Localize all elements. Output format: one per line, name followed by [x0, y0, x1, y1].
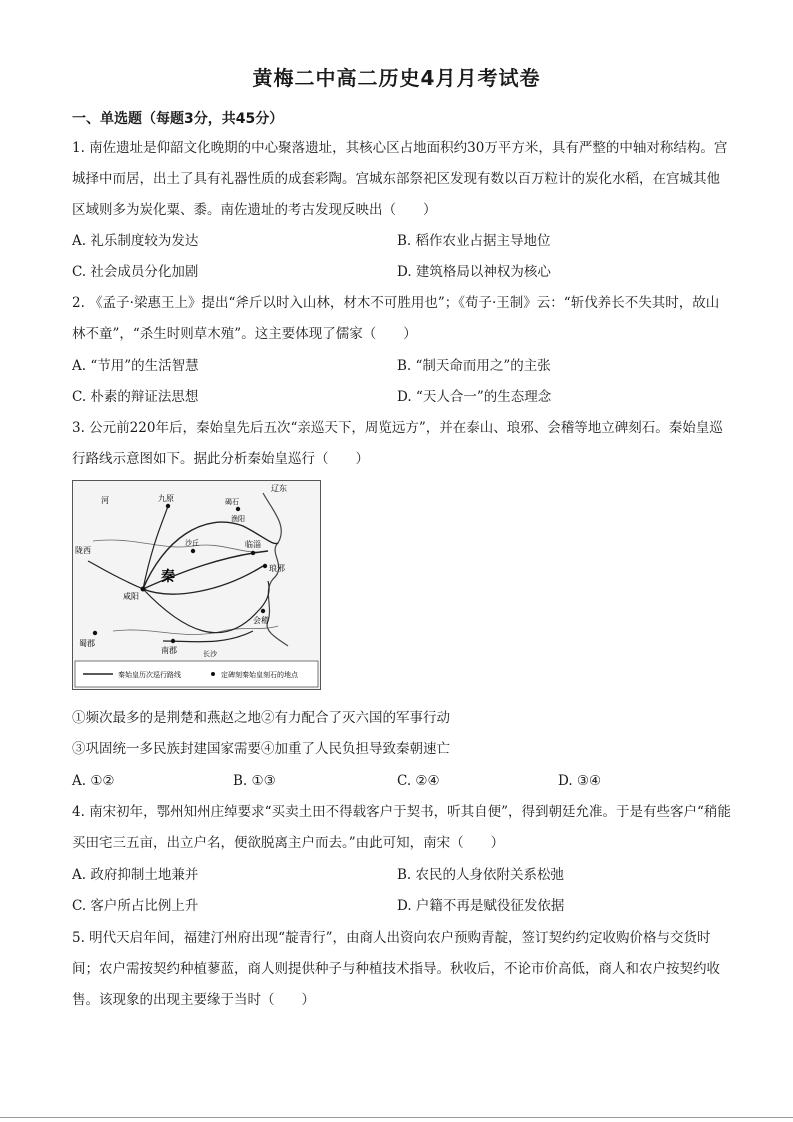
q3-option-a[interactable]: A. ①② — [72, 773, 115, 789]
map-label: 沙丘 — [185, 539, 199, 547]
map-label: 秦 — [161, 569, 175, 585]
q1-option-d[interactable]: D. 建筑格局以神权为核心 — [397, 264, 551, 280]
map-label: 南郡 — [161, 646, 177, 655]
question-2-stem: 2. 《孟子·梁惠王上》提出“斧斤以时入山林，材木不可胜用也”；《荀子·王制》云：“斩伐养长不失其时，故山林不童”，“杀生时则草木殖”。这主要体现了儒家（ ） — [72, 295, 720, 342]
question-4-stem: 4. 南宋初年，鄂州知州庄绰要求“买卖土田不得载客户于契书，听其自便”，得到朝廷允准。于是有些客户“稍能买田宅三五亩，出立户名，便欲脱离主户而去。”由此可知，南宋（ ） — [72, 804, 731, 851]
map-label: 咸阳 — [123, 592, 139, 601]
q4-option-c[interactable]: C. 客户所占比例上升 — [72, 898, 199, 914]
page-bottom-rule — [0, 1117, 793, 1118]
question-5-stem: 5. 明代天启年间，福建汀州府出现“靛青行”，由商人出资向农户预购青靛，签订契约约定收购价格与交货时间；农户需按契约种植蓼蓝，商人则提供种子与种植技术指导。秋收后，不论市价高低，商人和农户按契约收售。该现象的出现主要缘于当时（ ） — [72, 930, 720, 1008]
legend-site-label: 定碑刻秦始皇刻石的地点 — [221, 671, 298, 679]
q4-option-a[interactable]: A. 政府抑制土地兼并 — [72, 867, 199, 883]
map-label: 渔阳 — [231, 515, 245, 523]
q3-option-b[interactable]: B. ①③ — [233, 773, 276, 789]
site-dot — [251, 551, 255, 555]
site-dot — [166, 504, 170, 508]
map-label: 碣石 — [225, 498, 239, 506]
map-label: 长沙 — [203, 650, 217, 658]
q3-statement-2: ③巩固统一多民族封建国家需要④加重了人民负担导致秦朝速亡 — [72, 741, 450, 757]
site-dot — [261, 609, 265, 613]
q2-option-c[interactable]: C. 朴素的辩证法思想 — [72, 389, 199, 405]
q3-statement-1: ①频次最多的是荆楚和燕赵之地②有力配合了灭六国的军事行动 — [72, 710, 450, 726]
q3-option-c[interactable]: C. ②④ — [397, 773, 440, 789]
site-dot — [93, 631, 97, 635]
q1-option-a[interactable]: A. 礼乐制度较为发达 — [72, 233, 199, 249]
site-dot — [191, 549, 195, 553]
q2-option-a[interactable]: A. “节用”的生活智慧 — [72, 358, 199, 374]
site-dot — [263, 564, 267, 568]
q4-option-b[interactable]: B. 农民的人身依附关系松弛 — [397, 867, 565, 883]
map-label: 九原 — [158, 494, 174, 503]
map-label: 蜀郡 — [79, 639, 95, 648]
qin-tour-route-map — [72, 480, 321, 690]
q1-option-b[interactable]: B. 稻作农业占据主导地位 — [397, 233, 551, 249]
page-title: 黄梅二中高二历史4月月考试卷 — [252, 66, 541, 90]
map-svg — [73, 481, 320, 689]
q1-option-c[interactable]: C. 社会成员分化加剧 — [72, 264, 199, 280]
question-3-stem: 3. 公元前220年后，秦始皇先后五次“亲巡天下，周览远方”，并在泰山、琅邪、会稽等地立碑刻石。秦始皇巡行路线示意图如下。据此分析秦始皇巡行（ ） — [72, 420, 723, 467]
question-1-stem: 1. 南佐遗址是仰韶文化晚期的中心聚落遗址，其核心区占地面积约30万平方米，具有严整的中轴对称结构。宫城择中而居，出土了具有礼器性质的成套彩陶。宫城东部祭祀区发现有数以百万粒计的炭化水稻，在宫城其他区域则多为炭化粟、黍。南佐遗址的考古发现反映出（ ） — [72, 140, 728, 218]
q2-option-d[interactable]: D. “天人合一”的生态理念 — [397, 389, 552, 405]
map-label: 河 — [101, 496, 109, 505]
section-heading: 一、单选题（每题3分，共45分） — [72, 111, 284, 127]
map-label: 辽东 — [271, 484, 287, 493]
map-label: 会稽 — [253, 616, 269, 625]
site-dot — [171, 639, 175, 643]
q4-option-d[interactable]: D. 户籍不再是赋役征发依据 — [397, 898, 565, 914]
q2-option-b[interactable]: B. “制天命而用之”的主张 — [397, 358, 551, 374]
map-label: 琅邪 — [269, 564, 285, 573]
site-dot — [236, 507, 240, 511]
map-label: 陇西 — [75, 546, 91, 555]
site-dot — [141, 587, 146, 592]
legend-route-label: 秦始皇历次巡行路线 — [118, 671, 181, 679]
q3-option-d[interactable]: D. ③④ — [558, 773, 602, 789]
map-label: 临淄 — [245, 540, 261, 549]
